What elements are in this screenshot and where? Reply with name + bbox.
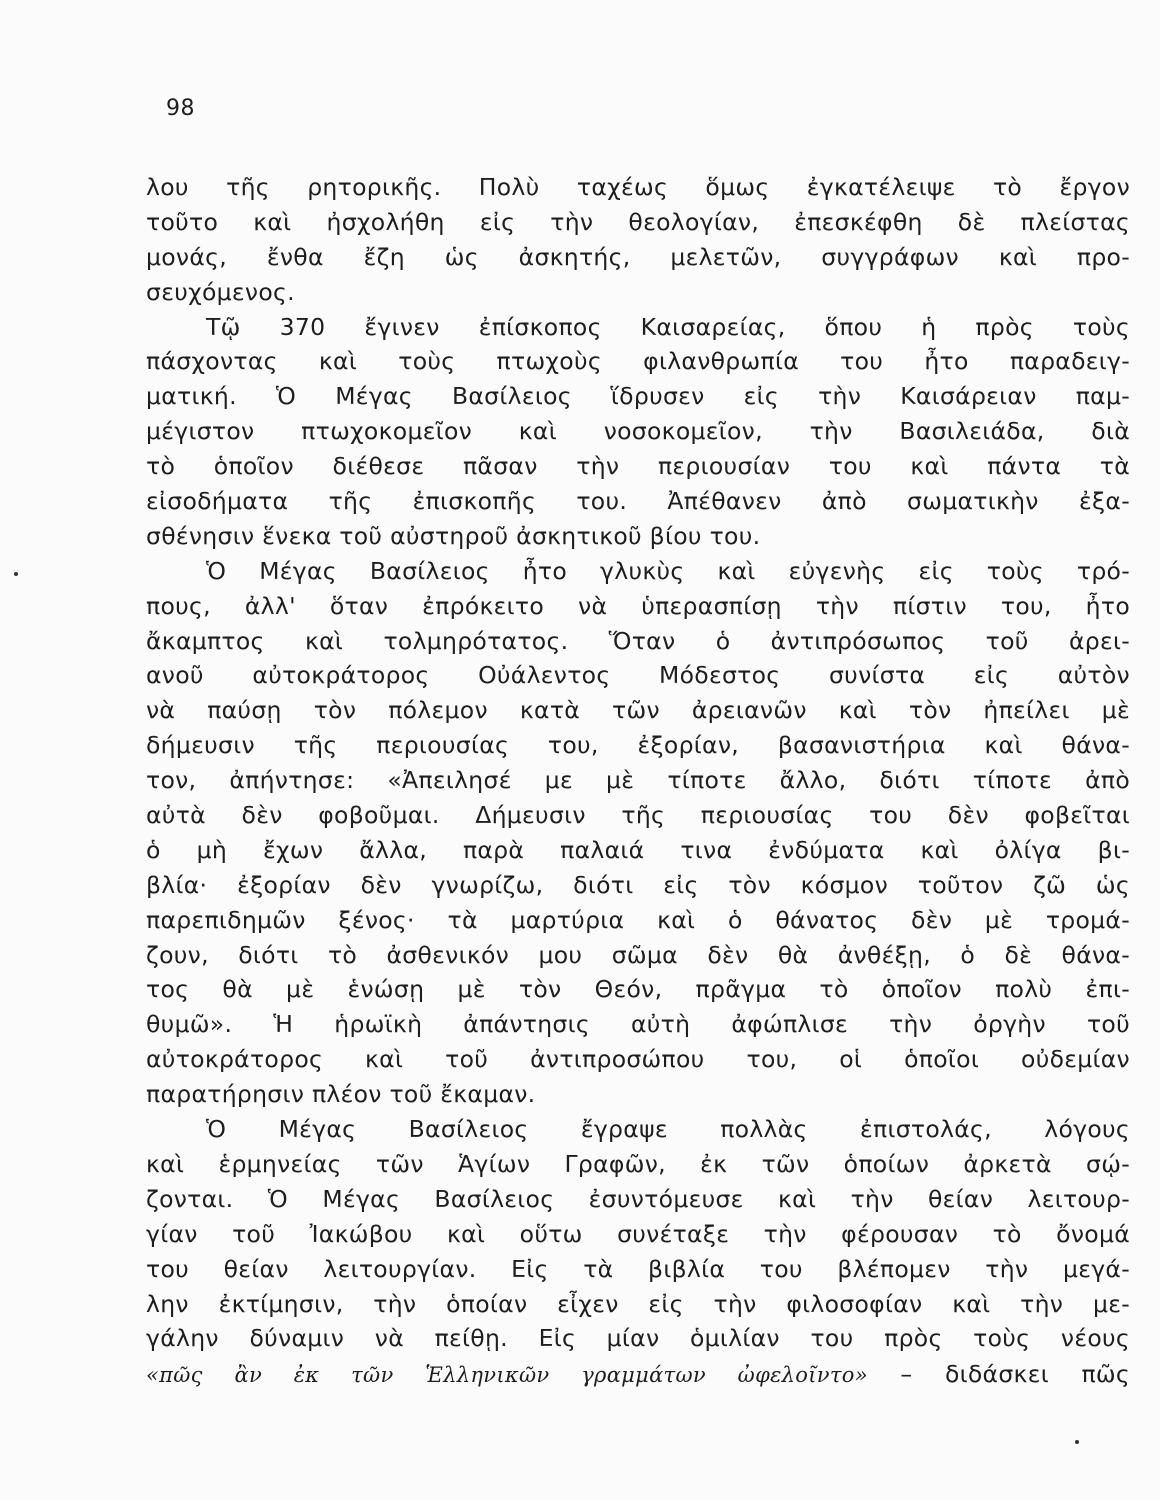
text-line: δήμευσιν τῆς περιουσίας του, ἐξορίαν, βασανιστήρια καὶ θάνα- — [146, 731, 1130, 760]
text-line: μέγιστον πτωχοκομεῖον καὶ νοσοκομεῖον, τὴν Βασιλειάδα, διὰ — [146, 417, 1130, 446]
text-line: παρατήρησιν πλέον τοῦ ἔκαμαν. — [146, 1080, 536, 1109]
text-line: ζουν, διότι τὸ ἀσθενικόν μου σῶμα δὲν θὰ ἀνθέξῃ, ὁ δὲ θάνα- — [146, 940, 1130, 969]
text-line: αὐτὰ δὲν φοβοῦμαι. Δήμευσιν τῆς περιουσίας του δὲν φοβεῖται — [146, 801, 1130, 830]
text-line: θυμῶ». Ἡ ἡρωϊκὴ ἀπάντησις αὐτὴ ἀφώπλισε τὴν ὀργὴν τοῦ — [146, 1010, 1130, 1039]
text-line: βλία· ἐξορίαν δὲν γνωρίζω, διότι εἰς τὸν κόσμον τοῦτον ζῶ ὡς — [146, 870, 1130, 899]
text-line: Ὁ Μέγας Βασίλειος ἦτο γλυκὺς καὶ εὐγενὴς εἰς τοὺς τρό- — [206, 556, 1130, 585]
text-line: ματική. Ὁ Μέγας Βασίλειος ἵδρυσεν εἰς τὴν Καισάρειαν παμ- — [146, 382, 1130, 411]
text-line: ὁ μὴ ἔχων ἄλλα, παρὰ παλαιά τινα ἐνδύματα καὶ ὀλίγα βι- — [146, 835, 1130, 864]
scan-speck — [14, 572, 18, 576]
italic-quote: «πῶς ἂν ἐκ τῶν Ἑλληνικῶν γραμμάτων ὠφελοῖντο» — [146, 1362, 868, 1387]
text-line: σευχόμενος. — [146, 277, 295, 306]
text-line: νὰ παύσῃ τὸν πόλεμον κατὰ τῶν ἀρειανῶν καὶ τὸν ἠπείλει μὲ — [146, 696, 1130, 725]
text-line: τον, ἀπήντησε: «Ἀπειλησέ με μὲ τίποτε ἄλλο, διότι τίποτε ἀπὸ — [146, 766, 1130, 795]
scan-speck — [1075, 1440, 1079, 1444]
text-line: ἄκαμπτος καὶ τολμηρότατος. Ὅταν ὁ ἀντιπρόσωπος τοῦ ἀρει- — [146, 626, 1130, 655]
text-line: παρεπιδημῶν ξένος· τὰ μαρτύρια καὶ ὁ θάνατος δὲν μὲ τρομά- — [146, 905, 1130, 934]
final-line-rest: – διδάσκει πῶς — [900, 1359, 1130, 1388]
text-line: τοῦτο καὶ ἠσχολήθη εἰς τὴν θεολογίαν, ἐπεσκέφθη δὲ πλείστας — [146, 207, 1130, 236]
text-line: ανοῦ αὐτοκράτορος Οὐάλεντος Μόδεστος συνίστα εἰς αὐτὸν — [146, 661, 1130, 690]
text-line: μονάς, ἔνθα ἔζη ὡς ἀσκητής, μελετῶν, συγγράφων καὶ προ- — [146, 242, 1130, 271]
text-line: λην ἐκτίμησιν, τὴν ὁποίαν εἶχεν εἰς τὴν φιλοσοφίαν καὶ τὴν με- — [146, 1289, 1130, 1318]
body-text — [146, 170, 1130, 1356]
text-line: πάσχοντας καὶ τοὺς πτωχοὺς φιλανθρωπία του ἦτο παραδειγ- — [146, 347, 1130, 376]
text-line: αὐτοκράτορος καὶ τοῦ ἀντιπροσώπου του, οἱ ὁποῖοι οὐδεμίαν — [146, 1045, 1130, 1074]
text-line: σθένησιν ἕνεκα τοῦ αὐστηροῦ ἀσκητικοῦ βίου του. — [146, 521, 761, 550]
text-line: τὸ ὁποῖον διέθεσε πᾶσαν τὴν περιουσίαν του καὶ πάντα τὰ — [146, 452, 1130, 481]
text-line: γίαν τοῦ Ἰακώβου καὶ οὕτω συνέταξε τὴν φέρουσαν τὸ ὄνομά — [146, 1219, 1130, 1248]
text-line: Ὁ Μέγας Βασίλειος ἔγραψε πολλὰς ἐπιστολάς, λόγους — [206, 1115, 1130, 1144]
text-line: τος θὰ μὲ ἑνώσῃ μὲ τὸν Θεόν, πρᾶγμα τὸ ὁποῖον πολὺ ἐπι- — [146, 975, 1130, 1004]
text-line: ζονται. Ὁ Μέγας Βασίλειος ἐσυντόμευσε καὶ τὴν θείαν λειτουρ- — [146, 1184, 1130, 1213]
text-line: Τῷ 370 ἔγινεν ἐπίσκοπος Καισαρείας, ὅπου ἡ πρὸς τοὺς — [206, 312, 1130, 341]
text-line: καὶ ἑρμηνείας τῶν Ἁγίων Γραφῶν, ἐκ τῶν ὁποίων ἀρκετὰ σῴ- — [146, 1149, 1130, 1178]
text-line: του θείαν λειτουργίαν. Εἰς τὰ βιβλία του βλέπομεν τὴν μεγά- — [146, 1254, 1130, 1283]
text-line: λου τῆς ρητορικῆς. Πολὺ ταχέως ὅμως ἐγκατέλειψε τὸ ἔργον — [146, 173, 1130, 201]
page-number: 98 — [166, 96, 195, 121]
text-line: γάλην δύναμιν νὰ πείθῃ. Εἰς μίαν ὁμιλίαν του πρὸς τοὺς νέους — [146, 1324, 1130, 1353]
text-line-final — [146, 1357, 1130, 1392]
text-line: πους, ἀλλ' ὅταν ἐπρόκειτο νὰ ὑπερασπίσῃ τὴν πίστιν του, ἦτο — [146, 591, 1130, 620]
text-line: εἰσοδήματα τῆς ἐπισκοπῆς του. Ἀπέθανεν ἀπὸ σωματικὴν ἐξα- — [146, 487, 1130, 516]
